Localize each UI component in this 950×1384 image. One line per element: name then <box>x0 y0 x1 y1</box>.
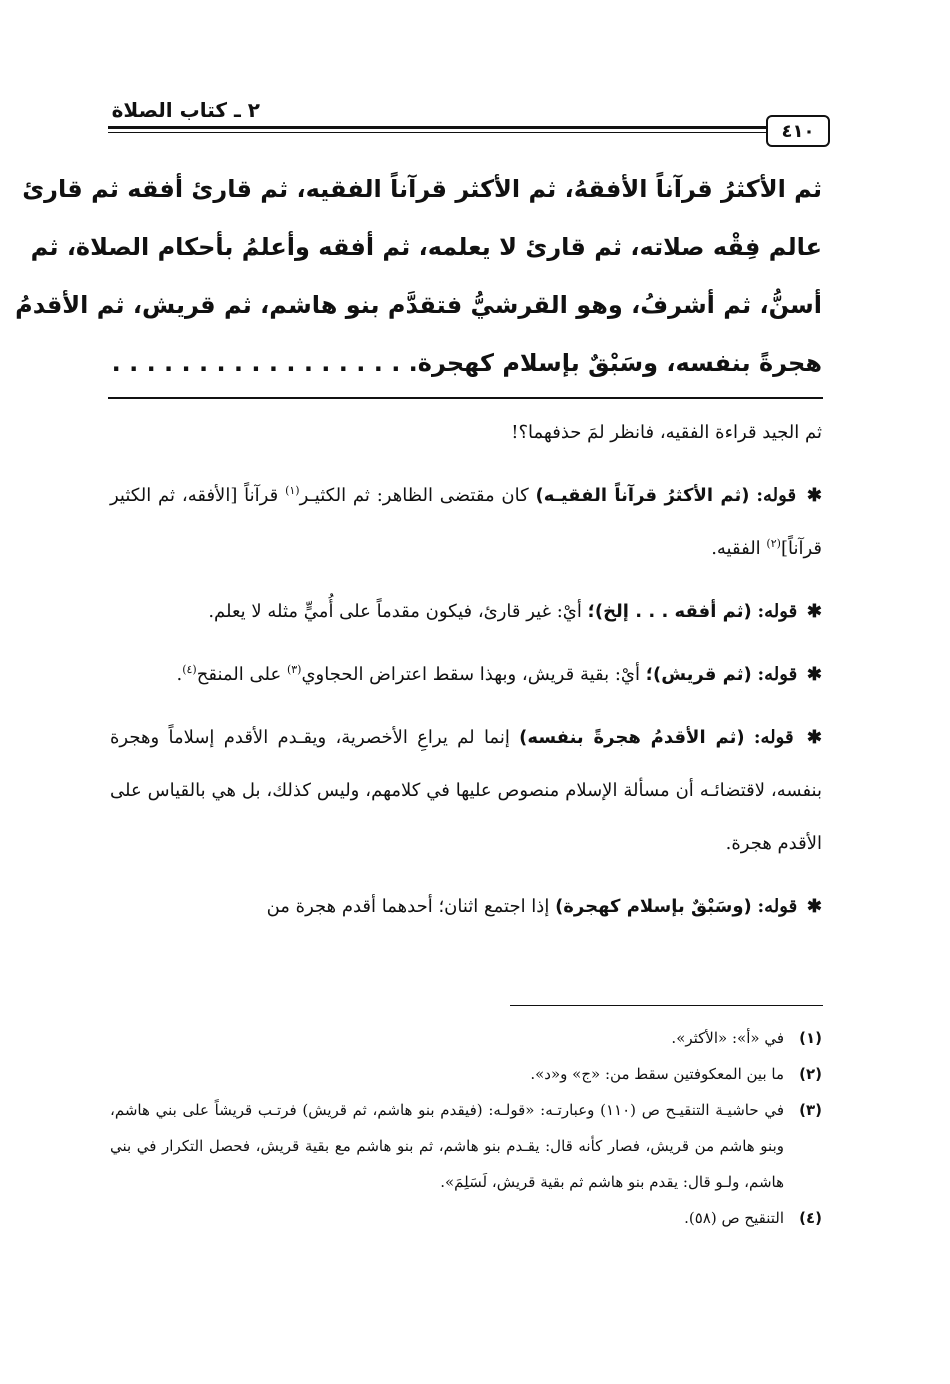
page-number: ٤١٠ <box>766 115 830 147</box>
commentary-lead: قوله: <box>757 664 798 685</box>
footnote <box>110 1092 822 1200</box>
commentary-paragraph <box>110 880 822 933</box>
commentary-quote: (ثم الأكثرُ قرآناً الفقيـه) <box>535 485 750 506</box>
main-text-line: أسنُّ، ثم أشرفُ، وهو القرشيُّ فتقدَّم بنو هاشم، ثم قريش، ثم الأقدمُ <box>15 291 822 319</box>
commentary <box>110 406 822 943</box>
commentary-text: أيْ: بقية قريش، وبهذا سقط اعتراض الحجاوي <box>301 664 641 685</box>
main-text-divider <box>108 397 823 399</box>
commentary-quote: (ثم أفقه . . . إلخ)؛ <box>587 601 752 622</box>
commentary-paragraph <box>110 648 822 701</box>
footnote-number: (١) <box>799 1029 822 1047</box>
commentary-quote: (وسَبْقٌ بإسلام كهجرة) <box>555 896 752 917</box>
footnote-text: في حاشيـة التنقيـح ص (١١٠) وعبارتـه: «قولـه: (فيقدم بنو هاشم، ثم قريش) فرتـب قريشاً على بني هاشم، وبنو هاشم من قريش، فصار كأنه قال: يقـدم بنو هاشم، ثم بنو هاشم مع بقية قريش، فحصل التكرار في بني هاشم، ولـو قال: يقدم بنو هاشم ثم بقية قريش، لَسَلِمَ». <box>110 1101 784 1191</box>
commentary-quote: (ثم قريش)؛ <box>645 664 752 685</box>
commentary-lead: قوله: <box>753 727 794 748</box>
asterisk-icon: ✱ <box>806 485 822 506</box>
footnote <box>110 1020 822 1056</box>
commentary-lead: قوله: <box>757 896 798 917</box>
commentary-text: كان مقتضى الظاهر: ثم الكثيـر <box>299 485 529 506</box>
footnote-ref[interactable]: (١) <box>285 484 300 497</box>
header-rule-thin <box>108 132 823 133</box>
footnote-text: ما بين المعكوفتين سقط من: «ج» و«د». <box>530 1065 784 1083</box>
main-text <box>15 160 822 392</box>
main-text-line: عالم فِقْه صلاته، ثم قارئ لا يعلمه، ثم أفقه وأعلمُ بأحكام الصلاة، ثم <box>30 233 822 261</box>
commentary-lead: قوله: <box>757 601 798 622</box>
asterisk-icon: ✱ <box>806 601 822 622</box>
asterisk-icon: ✱ <box>806 664 822 685</box>
running-header-title: ٢ ـ كتاب الصلاة <box>111 98 260 122</box>
footnote-number: (٢) <box>799 1065 822 1083</box>
commentary-paragraph <box>110 469 822 575</box>
footnote-number: (٤) <box>799 1209 822 1227</box>
footnote <box>110 1056 822 1092</box>
commentary-text: إذا اجتمع اثنان؛ أحدهما أقدم هجرة من <box>266 896 550 917</box>
commentary-text: على المنقح <box>196 664 282 685</box>
asterisk-icon: ✱ <box>806 896 822 917</box>
commentary-lead: قوله: <box>756 485 797 506</box>
asterisk-icon: ✱ <box>806 727 822 748</box>
footnote-ref[interactable]: (٢) <box>766 537 781 550</box>
footnote-text: في «أ»: «الأكثر». <box>671 1029 784 1047</box>
footnotes <box>110 1020 822 1236</box>
commentary-paragraph <box>110 406 822 459</box>
commentary-text: الفقيه. <box>711 538 761 559</box>
commentary-text: أيْ: غير قارئ، فيكون مقدماً على أُميٍّ مثله لا يعلم. <box>208 601 582 622</box>
footnote-ref[interactable]: (٤) <box>182 663 197 676</box>
header-rule <box>108 126 823 129</box>
commentary-paragraph <box>110 585 822 638</box>
commentary-quote: (ثم الأقدمُ هجرةً بنفسه) <box>519 727 745 748</box>
commentary-text: قرآناً [الأفقه، ثم الكثير قرآناً] <box>110 485 822 559</box>
commentary-text: . <box>176 664 183 685</box>
commentary-text: ثم الجيد قراءة الفقيه، فانظر لمَ حذفهما؟! <box>511 422 822 443</box>
commentary-paragraph <box>110 711 822 870</box>
footnote-ref[interactable]: (٣) <box>286 663 302 676</box>
footnote-text: التنقيح ص (٥٨). <box>684 1209 784 1227</box>
main-text-line: هجرةً بنفسه، وسَبْقٌ بإسلام كهجرة. . . . . . . . . . . . . . . . . . <box>111 349 822 377</box>
footnote-number: (٣) <box>799 1101 822 1119</box>
main-text-line: ثم الأكثرُ قرآناً الأفقهُ، ثم الأكثر قرآناً الفقيه، ثم قارئ أفقه ثم قارئ <box>22 175 822 203</box>
commentary-text: إنما لم يراعِ الأخصرية، ويقـدم الأقدم إسلاماً وهجرة بنفسه، لاقتضائـه أن مسألة الإسلام منصوص عليها في كلامهم، وليس كذلك، بل هي بالقياس على الأقدم هجرة. <box>110 727 822 854</box>
footnote <box>110 1200 822 1236</box>
footnote-divider <box>510 1005 823 1006</box>
